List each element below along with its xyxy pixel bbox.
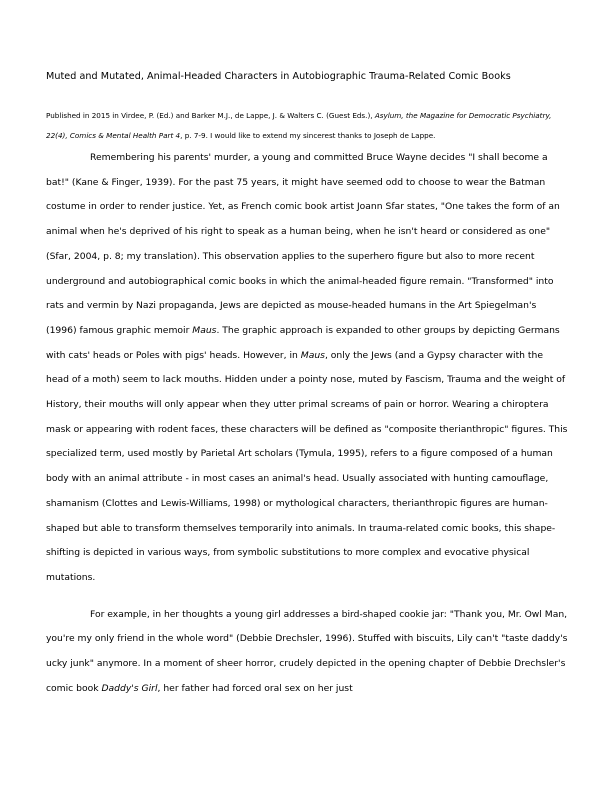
paper-title: Muted and Mutated, Animal-Headed Characters in Autobiographic Trauma-Related Comic Books <box>46 71 511 82</box>
journal-name: Asylum, the Magazine for Democratic Psychiatry, 22(4), Comics & Mental Health Part 4 <box>46 111 552 140</box>
paragraph-2-part-a: For example, in her thoughts a young girl addresses a bird-shaped cookie jar: "Thank you, Mr. Owl Man, you're my only friend in the whole word" (Debbie Drechsler, 1996). Stuffed with biscuits, Lily can't "taste daddy's ucky junk" anymore. In a moment of sheer horror, crudely depicted in the opening chapter of Debbie Drechsler's comic book <box>46 608 568 694</box>
paragraph-2-part-b: , her father had forced oral sex on her just <box>157 682 353 694</box>
paragraph-1-part-a: Remembering his parents' murder, a young and committed Bruce Wayne decides "I shall become a bat!" (Kane & Finger, 1939). For the past 75 years, it might have seemed odd to choose to wear the Batman costume in order to render justice. Yet, as French comic book artist Joann Sfar states, "One takes the form of an animal when he's deprived of his right to speak as a human being, when he isn't heard or considered as one" (Sfar, 2004, p. 8; my translation). This observation applies to the superhero figure but also to more recent underground and autobiographical comic books in which the animal-headed figure remain. "Transformed" into rats and vermin by Nazi propaganda, Jews are depicted as mouse-headed humans in the Art Spiegelman's (1996) famous graphic memoir <box>46 152 560 336</box>
publication-info <box>46 106 571 146</box>
paragraph-2 <box>46 603 568 702</box>
daddys-girl-title: Daddy's Girl <box>101 682 158 694</box>
paragraph-1-part-b: . The graphic approach is expanded to other groups by depicting Germans with cats' heads or Poles with pigs' heads. However, in <box>46 324 560 361</box>
paragraph-1-part-c: , only the Jews (and a Gypsy character with the head of a moth) seem to lack mouths. Hidden under a pointy nose, muted by Fascism, Trauma and the weight of History, their mouths will only appear when they utter primal screams of pain or horror. Wearing a chiroptera mask or appearing with rodent faces, these characters will be defined as "composite therianthropic" figures. This specialized term, used mostly by Parietal Art scholars (Tymula, 1995), refers to a figure composed of a human body with an animal attribute - in most cases an animal's head. Usually associated with hunting camouflage, shamanism (Clottes and Lewis-Williams, 1998) or mythological characters, therianthropic figures are human-shaped but able to transform themselves temporarily into animals. In trauma-related comic books, this shape-shifting is depicted in various ways, from symbolic substitutions to more complex and evocative physical mutations. <box>46 349 568 583</box>
publication-prefix: Published in 2015 in Virdee, P. (Ed.) and Barker M.J., de Lappe, J. & Walters C. (Guest Eds.), <box>46 111 375 120</box>
maus-title: Maus <box>192 324 217 336</box>
maus-title: Maus <box>300 349 325 361</box>
body-text <box>46 146 568 701</box>
publication-suffix: , p. 7-9. I would like to extend my sincerest thanks to Joseph de Lappe. <box>180 131 436 140</box>
paragraph-1 <box>46 146 568 591</box>
